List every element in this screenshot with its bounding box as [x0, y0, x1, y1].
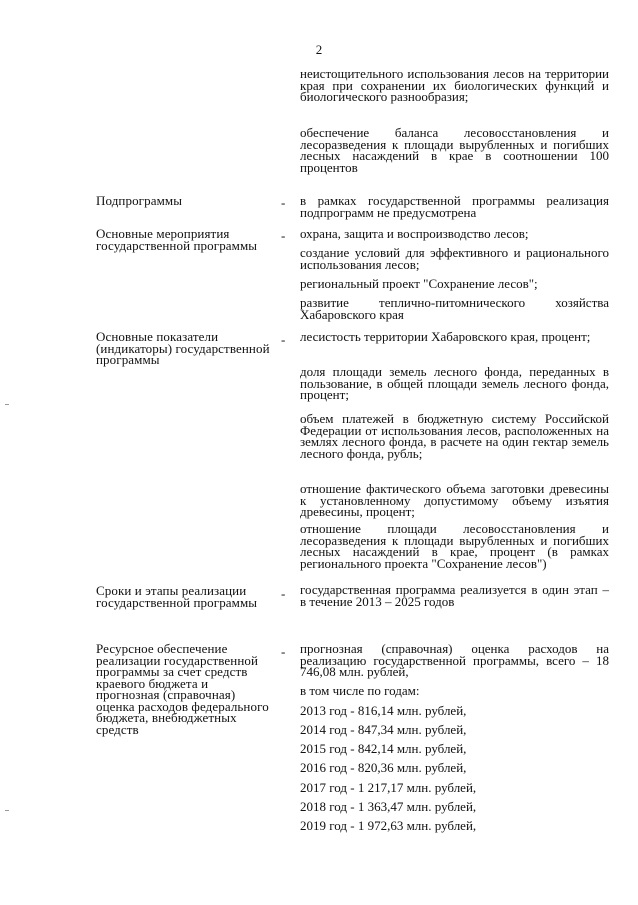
intro-paragraph-2: обеспечение баланса лесовосстановления и лесоразведения к площади вырубленных и погибших лесных насаждений в крае в соотношении 100 процентов: [300, 125, 609, 175]
page-number: 2: [315, 42, 323, 57]
subprograms-text: в рамках государственной программы реализация подпрограмм не предусмотрена: [300, 193, 609, 220]
funding-year-2018: 2018 год - 1 363,47 млн. рублей,: [300, 799, 477, 814]
scan-mark: [5, 404, 9, 405]
funding-year-2017: 2017 год - 1 217,17 млн. рублей,: [300, 780, 477, 795]
indicators-label: Основные показатели (индикаторы) государственной программы: [96, 329, 270, 367]
terms-text: государственная программа реализуется в один этап – в течение 2013 – 2025 годов: [300, 582, 609, 609]
measures-item-1: охрана, защита и воспроизводство лесов;: [300, 226, 529, 241]
measures-label: Основные мероприятия государственной программы: [96, 226, 258, 253]
measures-item-3: региональный проект "Сохранение лесов";: [300, 276, 538, 291]
subprograms-dash: -: [281, 195, 286, 210]
funding-year-2019: 2019 год - 1 972,63 млн. рублей,: [300, 818, 477, 833]
terms-dash: -: [281, 586, 286, 601]
measures-dash: -: [281, 228, 286, 243]
scan-mark: [5, 810, 9, 811]
funding-year-2015: 2015 год - 842,14 млн. рублей,: [300, 741, 467, 756]
terms-label: Сроки и этапы реализации государственной программы: [96, 583, 258, 610]
funding-year-2016: 2016 год - 820,36 млн. рублей,: [300, 760, 467, 775]
measures-item-2: создание условий для эффективного и рационального использования лесов;: [300, 245, 609, 272]
funding-year-2014: 2014 год - 847,34 млн. рублей,: [300, 722, 467, 737]
indicators-item-2: доля площади земель лесного фонда, переданных в пользование, в общей площади земель лесного фонда, процент;: [300, 364, 609, 402]
indicators-item-4: отношение фактического объема заготовки древесины к установленному допустимому объему изъятия древесины, процент;: [300, 481, 609, 519]
indicators-item-5: отношение площади лесовосстановления и лесоразведения к площади вырубленных и погибших лесных насаждений в крае, процент (в рамках регионального проекта "Сохранение лесов"): [300, 521, 609, 571]
intro-paragraph-1: неистощительного использования лесов на территории края при сохранении их биологических функций и биологического разнообразия;: [300, 66, 609, 104]
funding-dash: -: [281, 644, 286, 659]
indicators-dash: -: [281, 332, 286, 347]
funding-total: прогнозная (справочная) оценка расходов на реализацию государственной программы, всего – 18 746,08 млн. рублей,: [300, 641, 609, 679]
funding-label: Ресурсное обеспечение реализации государственной программы за счет средств краевого бюджета и прогнозная (справочная) оценка расходов федерального бюджета, внебюджетных средств: [96, 641, 269, 737]
subprograms-label: Подпрограммы: [96, 193, 183, 208]
funding-by-years-label: в том числе по годам:: [300, 683, 420, 698]
indicators-item-3: объем платежей в бюджетную систему Российской Федерации от использования лесов, расположенных на землях лесного фонда, в расчете на один гектар земель лесного фонда, рубль;: [300, 411, 609, 461]
measures-item-4: развитие теплично-питомнического хозяйства Хабаровского края: [300, 295, 609, 322]
indicators-item-1: лесистость территории Хабаровского края, процент;: [300, 329, 591, 344]
funding-year-2013: 2013 год - 816,14 млн. рублей,: [300, 703, 467, 718]
